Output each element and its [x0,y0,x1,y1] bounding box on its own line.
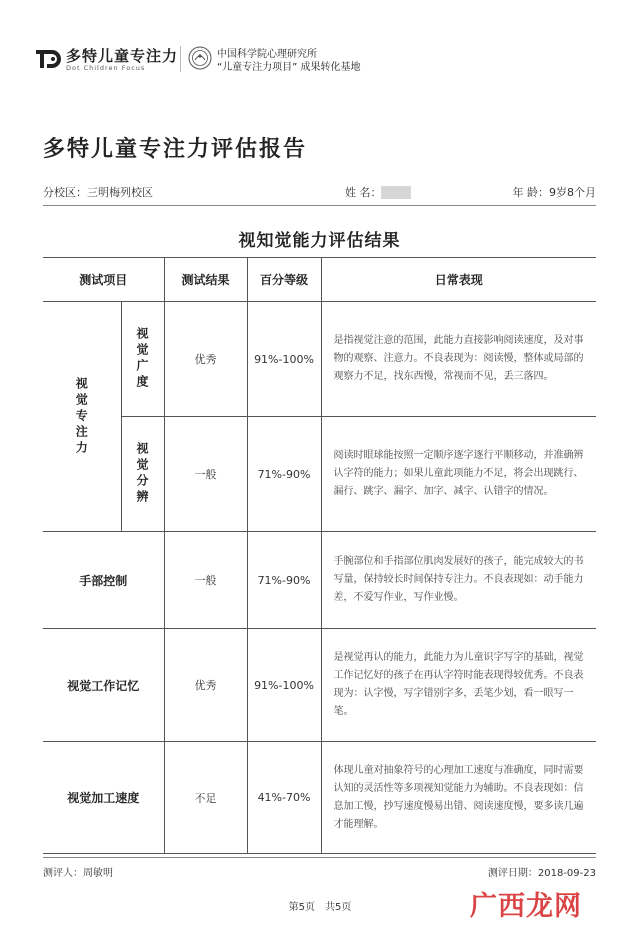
item-cell: 手部控制 [43,532,164,629]
description-cell: 手腕部位和手指部位肌肉发展好的孩子，能完成较大的书写量，保持较长时间保持专注力。不良表现如：动手能力差，不爱写作业，写作业慢。 [321,532,596,629]
brand-logo [36,44,181,74]
table-row [43,417,596,532]
level-cell: 71%-90% [247,532,321,629]
table-row [43,629,596,742]
student-info [43,184,596,202]
description-cell: 阅读时眼球能按照一定顺序逐字逐行平顺移动，并准确辨认字符的能力；如果儿童此项能力不足，将会出现跳行、漏行、跳字、漏字、加字、减字、认错字的情况。 [321,417,596,532]
branch-label: 分校区：三明梅列校区 [43,186,153,199]
table-caption: 视知觉能力评估结果 [43,219,596,258]
table-row [43,302,596,417]
name-label: 姓 名： [345,186,382,199]
footer-divider [43,857,596,858]
result-cell: 优秀 [164,302,247,417]
item-cell [121,302,164,417]
results-table [43,219,596,854]
level-cell: 91%-100% [247,629,321,742]
header-result: 测试结果 [164,258,247,302]
evaluator-label: 测评人：周敏明 [43,868,113,879]
header-daily: 日常表现 [321,258,596,302]
brand-name: 多特儿童专注力 [66,47,179,65]
header-level: 百分等级 [247,258,321,302]
logo-divider [180,46,181,72]
description-cell: 是视觉再认的能力，此能力为儿童识字写字的基础，视觉工作记忆好的孩子在再认字符时能表现得较优秀。不良表现为：认字慢，写字错别字多，丢笔少划，看一眼写一笔。 [321,629,596,742]
description-cell: 体现儿童对抽象符号的心理加工速度与准确度，同时需要认知的灵活性等多项视知觉能力为辅助。不良表现如：信息加工慢，抄写速度慢易出错、阅读速度慢，要多读几遍才能理解。 [321,742,596,854]
item-label: 视觉分辨 [135,442,149,506]
institute-project: “儿童专注力项目” 成果转化基地 [217,62,361,73]
site-watermark [470,884,630,920]
item-cell [121,417,164,532]
group-label-cell [43,302,121,532]
item-cell: 视觉工作记忆 [43,629,164,742]
report-title: 多特儿童专注力评估报告 [43,137,308,162]
institute-seal-icon [188,46,212,70]
item-label: 视觉广度 [135,327,149,391]
brand-mark-icon [36,48,62,70]
level-cell: 91%-100% [247,302,321,417]
description-cell: 是指视觉注意的范围，此能力直接影响阅读速度，及对事物的观察、注意力。不良表现为：阅读慢，整体或局部的观察力不足，找东西慢，常视而不见，丢三落四。 [321,302,596,417]
brand-name-en: Dot Children Focus [66,64,146,72]
level-cell: 41%-70% [247,742,321,854]
institute-name: 中国科学院心理研究所 [217,49,317,60]
item-cell: 视觉加工速度 [43,742,164,854]
evaluation-date: 测评日期：2018-09-23 [487,868,596,879]
table-row [43,742,596,854]
result-cell: 一般 [164,417,247,532]
name-redacted [381,186,411,199]
watermark-text: 广西龙网 [470,891,582,922]
result-cell: 不足 [164,742,247,854]
page-number: 第5页 共5页 [288,902,352,913]
age-label: 年 龄：9岁8个月 [512,186,596,199]
result-cell: 优秀 [164,629,247,742]
table-row [43,532,596,629]
table-header-row [43,258,596,302]
divider-line [43,205,596,206]
group-label: 视觉专注力 [74,376,89,457]
level-cell: 71%-90% [247,417,321,532]
header-item: 测试项目 [43,258,164,302]
result-cell: 一般 [164,532,247,629]
